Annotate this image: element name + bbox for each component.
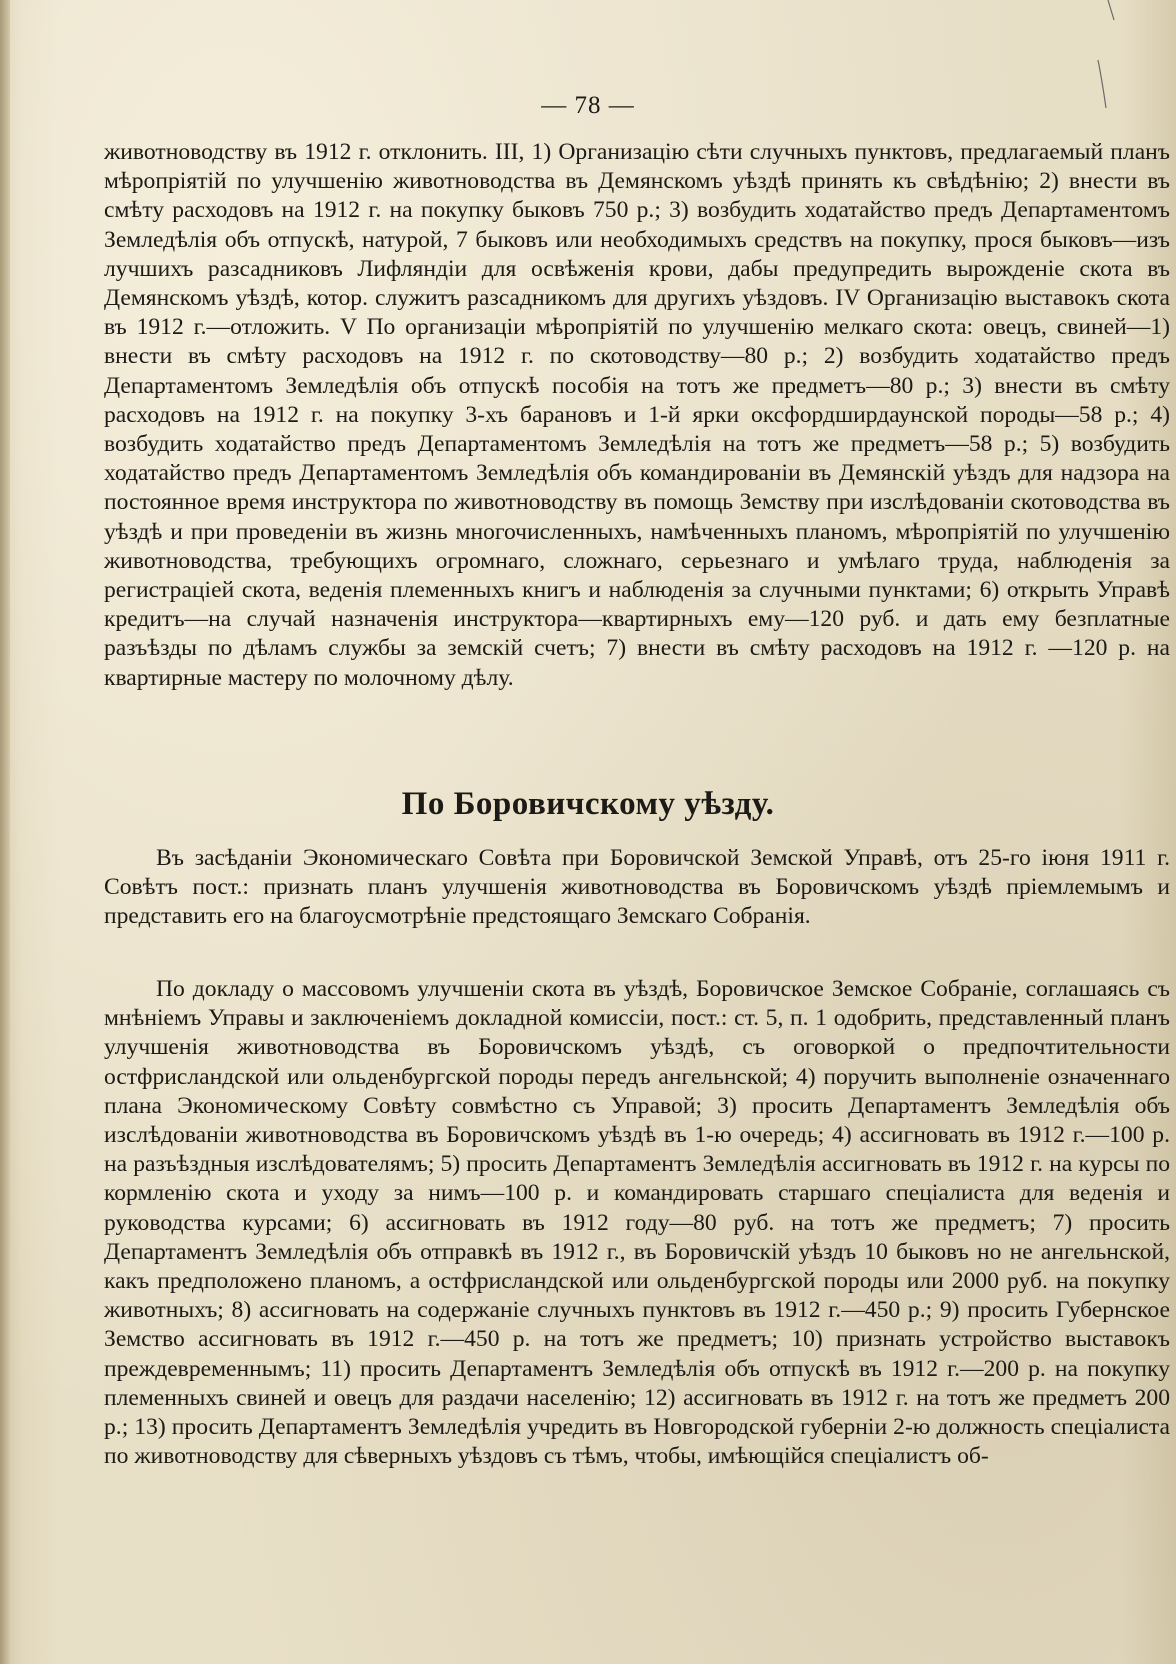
- paragraph: [104, 975, 1170, 1471]
- paragraph-text: животноводству въ 1912 г. отклонить. III, 1) Организацію сѣти случныхъ пунктовъ, предлагаемый планъ мѣропріятій по улучшенію животноводства въ Демянскомъ уѣздѣ принять къ свѣдѣнію; 2) внести въ смѣту расходовъ на 1912 г. на покупку быковъ 750 р.; 3) возбудить ходатайство предъ Департаментомъ Земледѣлія объ отпускѣ, натурой, 7 быковъ или необходимыхъ средствъ на покупку, прося быковъ—изъ лучшихъ разсадниковъ Лифляндіи для освѣженія крови, дабы предупредить вырожденіе скота въ Демянскомъ уѣздѣ, котор. служитъ разсадникомъ для другихъ уѣздовъ. IV Организацію выставокъ скота въ 1912 г.—отложить. V По организаціи мѣропріятій по улучшенію мелкаго скота: овецъ, свиней—1) внести въ смѣту расходовъ на 1912 г. по скотоводству—80 р.; 2) возбудить ходатайство предъ Департаментомъ Земледѣлія объ отпускѣ пособія на тотъ же предметъ—80 р.; 3) внести въ смѣту расходовъ на 1912 г. на покупку 3-хъ барановъ и 1-й ярки оксфордширдаунской породы—58 р.; 4) возбудить ходатайство предъ Департаментомъ Земледѣлія на тотъ же предметъ—58 р.; 5) возбудить ходатайство предъ Департаментомъ Земледѣлія объ командированіи въ Демянскій уѣздъ для надзора на постоянное время инструктора по животноводству въ помощь Земству при изслѣдованіи скотоводства въ уѣздѣ и при проведеніи въ жизнь многочисленныхъ, намѣченныхъ планомъ, мѣропріятій по улучшенію животноводства, требующихъ огромнаго, сложнаго, серьезнаго и умѣлаго труда, наблюденія за регистраціей скота, веденія племенныхъ книгъ и наблюденія за случными пунктами; 6) открыть Управѣ кредитъ—на случай назначенія инструктора—квартирныхъ ему—120 руб. и дать ему безплатные разъѣзды по дѣламъ службы за земскій счетъ; 7) внести въ смѣту расходовъ на 1912 г. —120 р. на квартирные мастеру по молочному дѣлу.: [104, 139, 1170, 691]
- paragraph-continued: [104, 138, 1170, 693]
- paragraph-text: Въ засѣданіи Экономическаго Совѣта при Боровичской Земской Управѣ, отъ 25-го іюня 1911 г. Совѣтъ пост.: признать планъ улучшенія животноводства въ Боровичскомъ уѣздѣ пріемлемымъ и представить его на благоусмотрѣніе предстоящаго Земскаго Собранія.: [104, 845, 1170, 930]
- page-binding-edge: [0, 0, 10, 1664]
- paragraph-text: По докладу о массовомъ улучшеніи скота въ уѣздѣ, Боровичское Земское Собраніе, соглашаясь съ мнѣніемъ Управы и заключеніемъ докладной комиссіи, пост.: ст. 5, п. 1 одобрить, представленный планъ улучшенія животноводства въ Боровичскомъ уѣздѣ, съ оговоркой о предпочтительности остфрисландской или ольденбургской породы передъ ангельнской; 4) поручить выполненіе означеннаго плана Экономическому Совѣту совмѣстно съ Управой; 3) просить Департаментъ Земледѣлія объ изслѣдованіи животноводства въ Боровичскомъ уѣздѣ въ 1-ю очередь; 4) ассигновать въ 1912 г.—100 р. на разъѣздныя изслѣдователямъ; 5) просить Департаментъ Земледѣлія ассигновать въ 1912 г. на курсы по кормленію скота и уходу за нимъ—100 р. и командировать старшаго спеціалиста для веденія и руководства курсами; 6) ассигновать въ 1912 году—80 руб. на тотъ же предметъ; 7) просить Департаментъ Земледѣлія объ отправкѣ въ 1912 г., въ Боровичскій уѣздъ 10 быковъ но не ангельнской, какъ предположено планомъ, а остфрисландской или ольденбургской породы или 2000 руб. на покупку животныхъ; 8) ассигновать на содержаніе случныхъ пунктовъ въ 1912 г.—450 р.; 9) просить Губернское Земство ассигновать въ 1912 г.—450 р. на тотъ же предметъ; 10) признать устройство выставокъ преждевременнымъ; 11) просить Департаментъ Земледѣлія объ отпускѣ въ 1912 г.—200 р. на покупку племенныхъ свиней и овецъ для раздачи населенію; 12) ассигновать въ 1912 г. на тотъ же предметъ 200 р.; 13) просить Департаментъ Земледѣлія учредить въ Новгородской губерніи 2-ю должность спеціалиста по животноводству для сѣверныхъ уѣздовъ съ тѣмъ, чтобы, имѣющійся спеціалистъ об-: [104, 976, 1170, 1470]
- section-heading: По Боровичскому уѣзду.: [401, 786, 775, 822]
- page-number: — 78 —: [541, 92, 635, 119]
- paragraph: [104, 844, 1170, 932]
